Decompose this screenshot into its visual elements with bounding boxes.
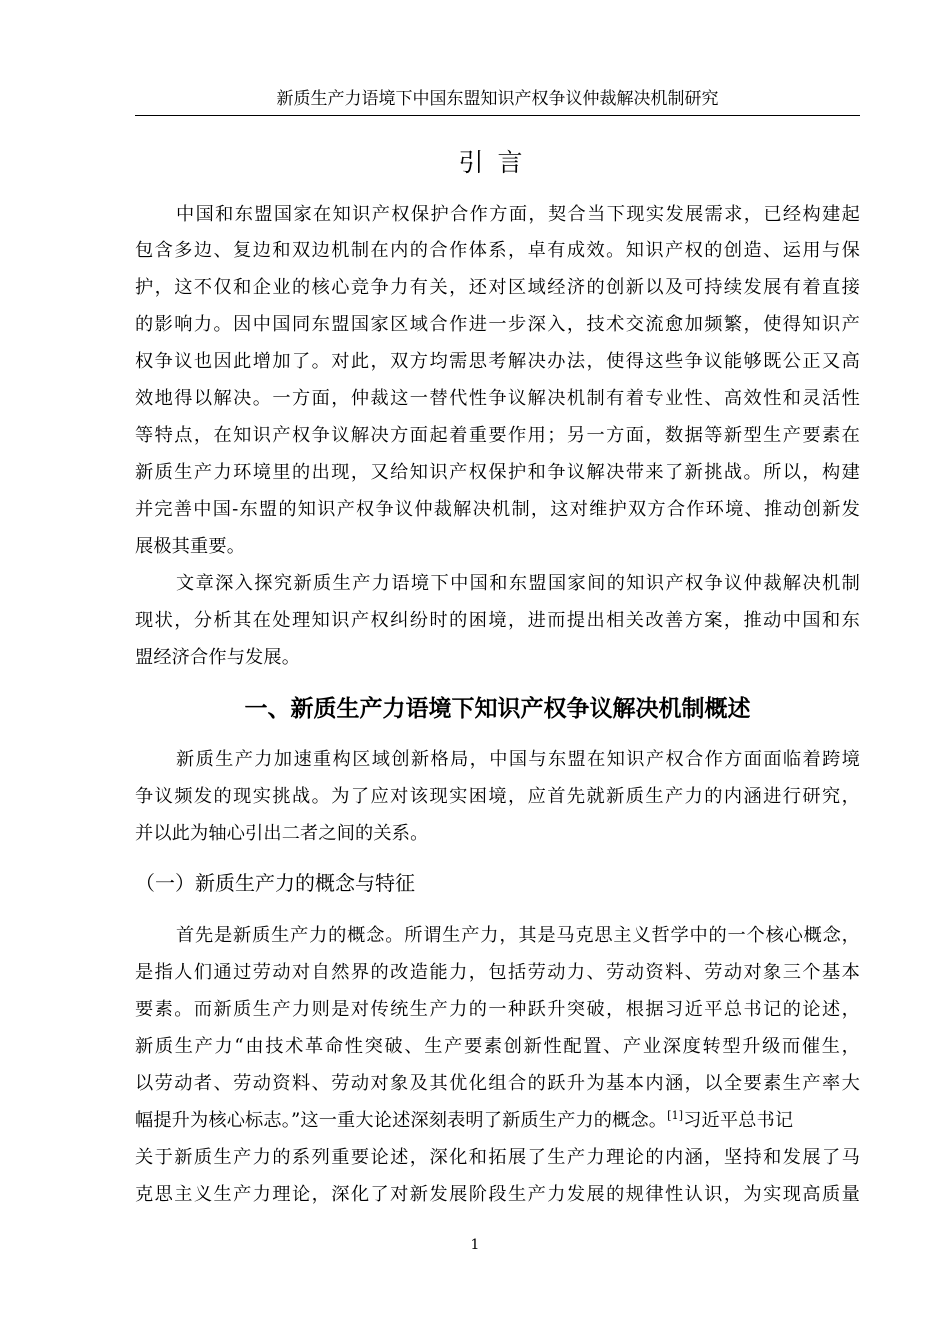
intro-title: 引言 bbox=[458, 148, 537, 177]
paragraph-line: 文章深入探究新质生产力语境下中国和东盟国家间的知识产权争议仲裁解决机制 bbox=[176, 573, 860, 594]
paragraph-line: 以劳动者、劳动资料、劳动对象及其优化组合的跃升为基本内涵，以全要素生产率大 bbox=[135, 1073, 860, 1094]
citation-marker[interactable]: [1] bbox=[667, 1109, 684, 1122]
paragraph-line: 新质生产力“由技术革命性突破、生产要素创新性配置、产业深度转型升级而催生， bbox=[135, 1036, 860, 1057]
paragraph-line: 首先是新质生产力的概念。所谓生产力，其是马克思主义哲学中的一个核心概念， bbox=[176, 925, 860, 946]
header-rule bbox=[135, 115, 860, 116]
paragraph-line: 展极其重要。 bbox=[135, 536, 246, 557]
paragraph-line: 并以此为轴心引出二者之间的关系。 bbox=[135, 823, 429, 844]
running-header: 新质生产力语境下中国东盟知识产权争议仲裁解决机制研究 bbox=[276, 89, 719, 109]
paragraph-line: 是指人们通过劳动对自然界的改造能力，包括劳动力、劳动资料、劳动对象三个基本 bbox=[135, 962, 860, 983]
paragraph-line: 护，这不仅和企业的核心竞争力有关，还对区域经济的创新以及可持续发展有着直接 bbox=[135, 277, 860, 298]
paragraph-line: 并完善中国-东盟的知识产权争议仲裁解决机制，这对维护双方合作环境、推动创新发 bbox=[135, 499, 860, 520]
paragraph-line: 新质生产力环境里的出现，又给知识产权保护和争议解决带来了新挑战。所以，构建 bbox=[135, 462, 860, 483]
paragraph-line: 要素。而新质生产力则是对传统生产力的一种跃升突破，根据习近平总书记的论述， bbox=[135, 999, 860, 1020]
section-title: 一、新质生产力语境下知识产权争议解决机制概述 bbox=[244, 696, 751, 722]
paragraph-line: 关于新质生产力的系列重要论述，深化和拓展了生产力理论的内涵，坚持和发展了马 bbox=[135, 1147, 860, 1168]
paragraph-line: 克思主义生产力理论，深化了对新发展阶段生产力发展的规律性认识，为实现高质量 bbox=[135, 1184, 860, 1205]
subsection-title: （一）新质生产力的概念与特征 bbox=[135, 871, 415, 895]
paragraph-line: 盟经济合作与发展。 bbox=[135, 647, 301, 668]
paragraph-line: 等特点，在知识产权争议解决方面起着重要作用；另一方面，数据等新型生产要素在 bbox=[135, 425, 860, 446]
paragraph-line: 新质生产力加速重构区域创新格局，中国与东盟在知识产权合作方面面临着跨境 bbox=[176, 749, 860, 770]
paragraph-line-with-citation bbox=[135, 1106, 860, 1136]
paragraph-line: 争议频发的现实挑战。为了应对该现实困境，应首先就新质生产力的内涵进行研究， bbox=[135, 786, 860, 807]
paragraph-line: 现状，分析其在处理知识产权纠纷时的困境，进而提出相关改善方案，推动中国和东 bbox=[135, 610, 860, 631]
paragraph-text: 习近平总书记 bbox=[683, 1110, 794, 1131]
paragraph-line: 的影响力。因中国同东盟国家区域合作进一步深入，技术交流愈加频繁，使得知识产 bbox=[135, 314, 860, 335]
paragraph-line: 包含多边、复边和双边机制在内的合作体系，卓有成效。知识产权的创造、运用与保 bbox=[135, 240, 860, 261]
paragraph-line: 中国和东盟国家在知识产权保护合作方面，契合当下现实发展需求，已经构建起 bbox=[176, 204, 860, 225]
page-number: 1 bbox=[470, 1237, 480, 1253]
paragraph-text: 幅提升为核心标志。”这一重大论述深刻表明了新质生产力的概念。 bbox=[135, 1110, 668, 1131]
paragraph-line: 权争议也因此增加了。对此，双方均需思考解决办法，使得这些争议能够既公正又高 bbox=[135, 351, 860, 372]
paragraph-line: 效地得以解决。一方面，仲裁这一替代性争议解决机制有着专业性、高效性和灵活性 bbox=[135, 388, 860, 409]
